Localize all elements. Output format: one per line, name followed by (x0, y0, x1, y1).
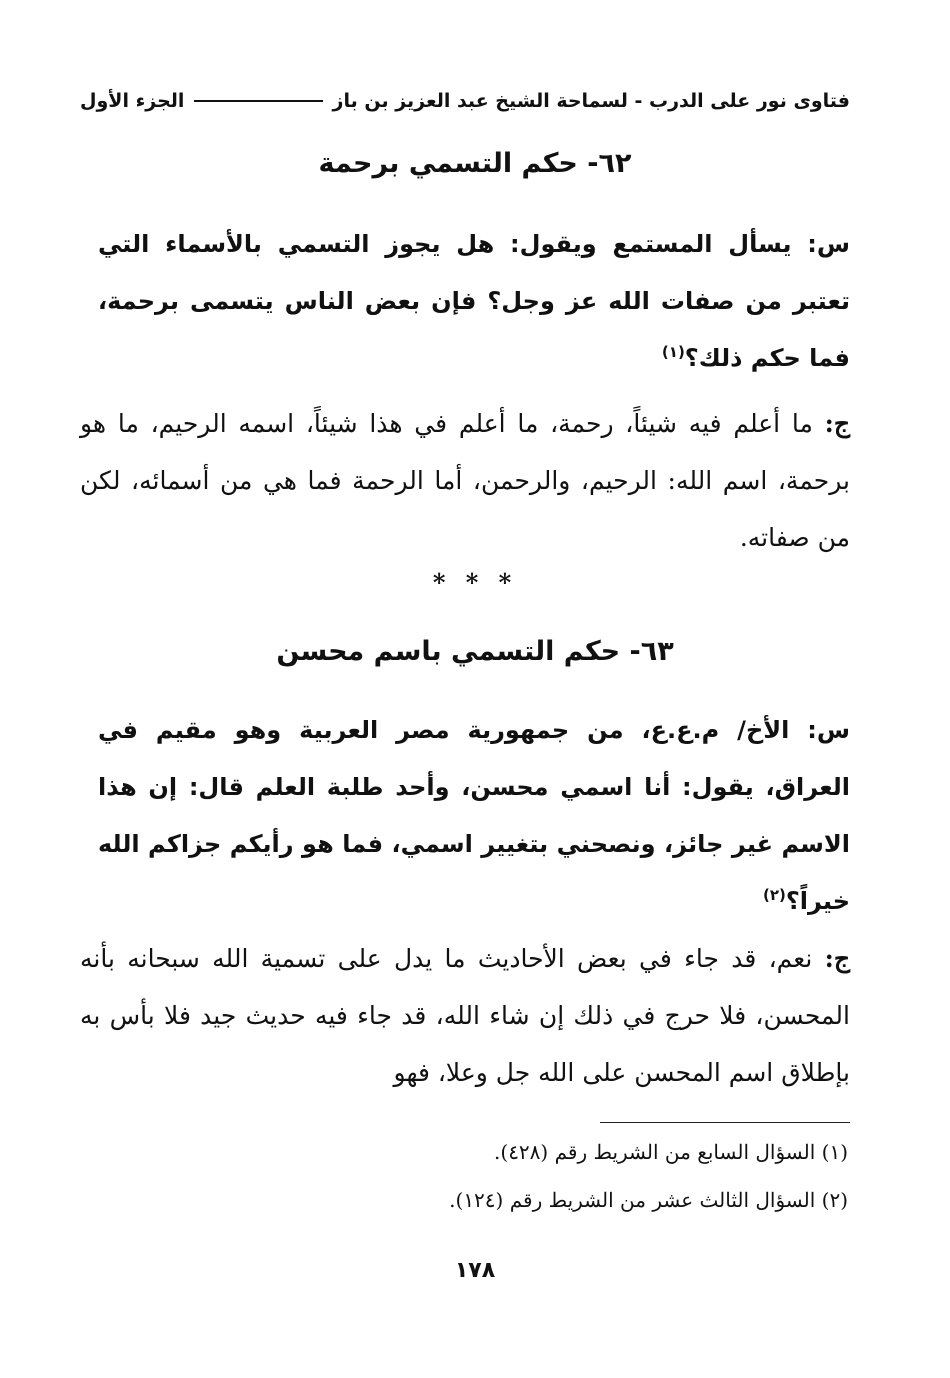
question-63 (98, 702, 850, 930)
question-62 (98, 216, 850, 387)
question-marker: س: (807, 230, 850, 258)
answer-62 (80, 395, 850, 566)
footnote-2: (٢) السؤال الثالث عشر من الشريط رقم (١٢٤). (449, 1188, 848, 1212)
answer-text: نعم، قد جاء في بعض الأحاديث ما يدل على تسمية الله سبحانه بأنه المحسن، فلا حرج في ذلك إن شاء الله، قد جاء فيه حديث جيد فلا بأس به بإطلاق اسم المحسن على الله جل وعلا، فهو (80, 944, 850, 1087)
footnote-ref-1: (١) (661, 343, 685, 361)
section-heading-62: ٦٢- حكم التسمي برحمة (318, 148, 632, 179)
question-text: يسأل المستمع ويقول: هل يجوز التسمي بالأسماء التي تعتبر من صفات الله عز وجل؟ فإن بعض الناس يتسمى برحمة، فما حكم ذلك؟ (98, 230, 850, 372)
question-text: الأخ/ م.ع.ع، من جمهورية مصر العربية وهو مقيم في العراق، يقول: أنا اسمي محسن، وأحد طلبة العلم قال: إن هذا الاسم غير جائز، ونصحني بتغيير اسمي، فما هو رأيكم جزاكم الله خيراً؟ (98, 716, 850, 915)
footnote-1: (١) السؤال السابع من الشريط رقم (٤٢٨). (494, 1140, 848, 1164)
page-number: ١٧٨ (454, 1258, 496, 1283)
footnote-ref-2: (٢) (762, 886, 786, 904)
section-separator: * * * (432, 568, 518, 597)
answer-marker: ج: (824, 409, 850, 438)
book-title: فتاوى نور على الدرب - لسماحة الشيخ عبد العزيز بن باز (332, 90, 850, 112)
footnote-rule (600, 1122, 850, 1123)
answer-text: ما أعلم فيه شيئاً، رحمة، ما أعلم في هذا شيئاً، اسمه الرحيم، ما هو برحمة، اسم الله: الرحيم، والرحمن، أما الرحمة فما هي من أسمائه، لكن من صفاته. (80, 409, 850, 552)
answer-63 (80, 930, 850, 1101)
section-heading-63: ٦٣- حكم التسمي باسم محسن (276, 636, 674, 667)
answer-marker: ج: (824, 944, 850, 973)
volume-label: الجزء الأول (80, 90, 185, 112)
header-rule (194, 100, 322, 102)
question-marker: س: (807, 716, 850, 744)
running-header (80, 84, 850, 118)
